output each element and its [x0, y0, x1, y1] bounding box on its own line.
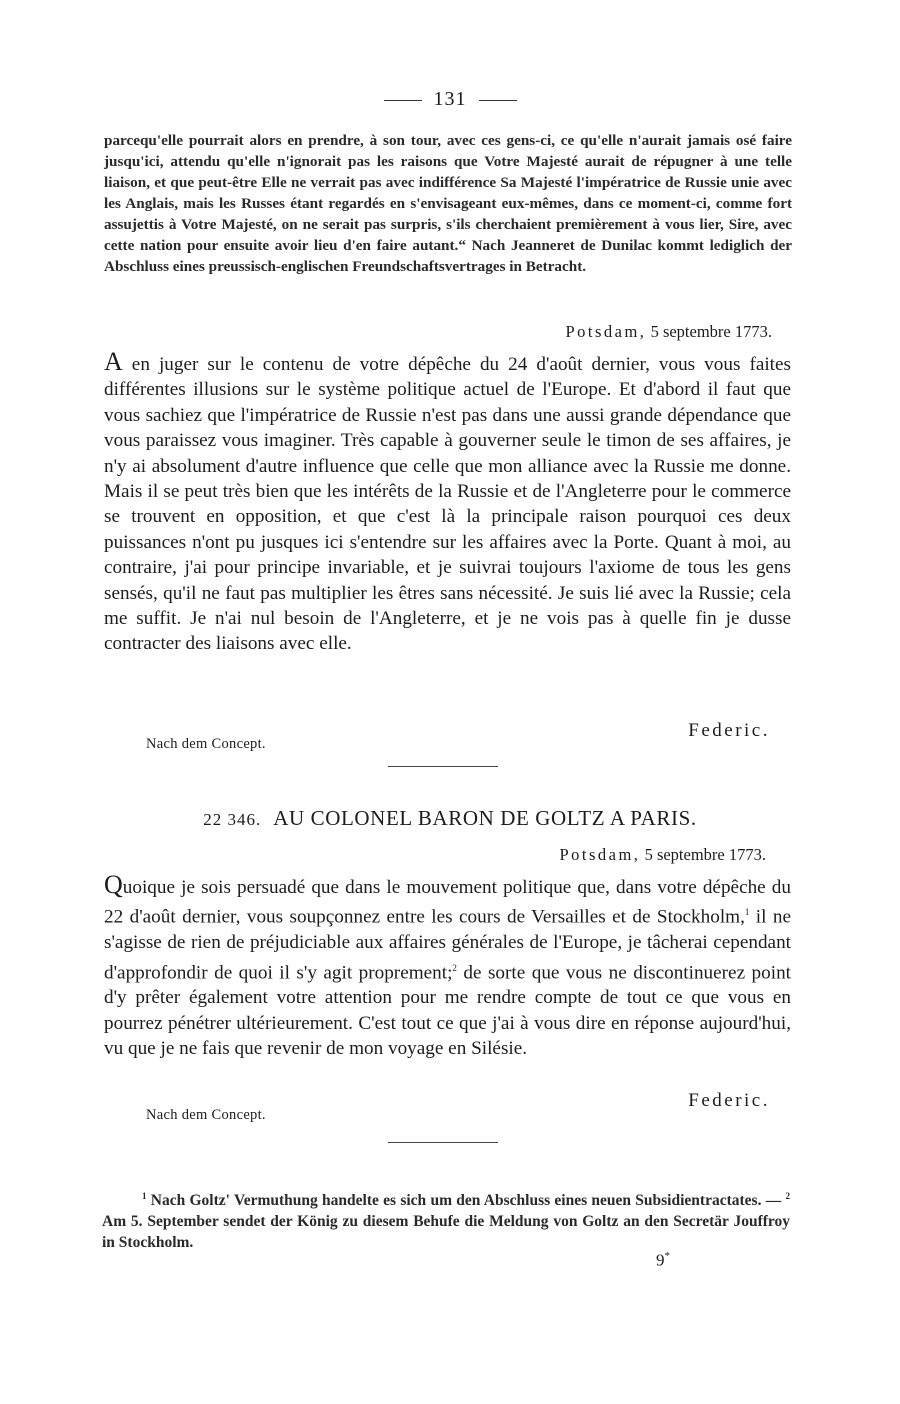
footnote-2-text: Am 5. September sendet der König zu diesem Behufe die Meldung von Goltz an den Secretär Jouffroy in Stockholm. [102, 1213, 790, 1252]
letter2-text-part2: il ne s'agisse de rien de préjudiciable aux affaires générales de l'Europe, je tâcherai cependant d'approfondir de quoi il s'y agit proprement; [104, 906, 791, 983]
letter1-dateline [565, 322, 772, 342]
continuation-note: parcequ'elle pourrait alors en prendre, à son tour, avec ces gens-ci, ce qu'elle n'aurait jamais osé faire jusqu'ici, attendu qu'elle n'ignorait pas les raisons que Votre Majesté aurait de répugner à une telle liaison, et que peut-être Elle ne verrait pas avec indifférence Sa Majesté l'impératrice de Russie unie avec les Anglais, mais les Russes étant regardés en s'envisageant eux-mêmes, dans ce moment-ci, comme fort assujettis à Votre Majesté, on ne serait pas surpris, s'ils cherchaient premièrement à vous lier, Sire, avec cette nation pour ensuite avoir lieu d'en faire autant.“ Nach Jeanneret de Dunilac kommt lediglich der Abschluss eines preussisch-englischen Freundschaftsvertrages in Betracht. [104, 132, 792, 275]
signature-mark-number: 9 [656, 1250, 665, 1270]
letter1-body [104, 349, 791, 657]
letter2-text-part3: de sorte que vous ne discontinuerez point d'y prêter également votre attention pour me rendre compte de tout ce que vous en pourrez pénétrer ultérieurement. C'est tout ce que j'ai à vous dire en réponse aujourd'hui, vu que je ne fais que revenir de mon voyage en Silésie. [104, 962, 792, 1060]
letter2-source-note: Nach dem Concept. [146, 1107, 266, 1123]
letter2-signature: Federic. [688, 1090, 770, 1111]
letter2-initial: Q [104, 870, 123, 899]
header-dash-right [479, 100, 517, 101]
footnote-ref-2: 2 [452, 962, 457, 973]
letter2-place: Potsdam, [559, 845, 641, 864]
letter1-signature: Federic. [688, 720, 770, 741]
letter2-title: AU COLONEL BARON DE GOLTZ A PARIS. [273, 806, 697, 830]
letter2-body [104, 872, 791, 1062]
page-header [0, 88, 900, 111]
letter1-initial: A [104, 347, 123, 376]
signature-mark-star: * [664, 1250, 670, 1262]
section-rule [388, 766, 498, 767]
page-number: 131 [433, 88, 467, 110]
letter2-text-part1: uoique je sois persuadé que dans le mouvement politique que, dans votre dépêche du 22 d'août dernier, vous soupçonnez entre les cours de Versailles et de Stockholm, [104, 877, 791, 928]
footnotes [102, 1186, 790, 1253]
letter2-heading [0, 806, 900, 831]
footnote-1-marker: 1 [142, 1191, 147, 1201]
section-rule-2 [388, 1142, 498, 1143]
footnote-ref-1: 1 [744, 907, 750, 918]
letter2-dateline [559, 845, 766, 865]
printer-signature-mark [656, 1250, 670, 1271]
letter1-source-note: Nach dem Concept. [146, 736, 266, 752]
letter2-number: 22 346. [203, 810, 262, 829]
letter2-date: 5 septembre 1773. [644, 845, 766, 864]
header-dash-left [384, 100, 422, 101]
letter1-text: en juger sur le contenu de votre dépêche du 24 d'août dernier, vous vous faites différentes illusions sur le système politique actuel de l'Europe. Et d'abord il faut que vous sachiez que l'impératrice de Russie n'est pas dans une aussi grande dépendance que vous paraissez vous imaginer. Très capable à gouverner seule le timon de ses affaires, je n'y ai absolument d'autre influence que celle que mon alliance avec la Russie me donne. Mais il se peut très bien que les intérêts de la Russie et de l'Angleterre pour le commerce se trouvent en opposition, et que c'est là la principale raison pourquoi ces deux puissances n'ont pu jusques ici s'entendre sur les affaires avec la Porte. Quant à moi, au contraire, j'ai pour principe invariable, et je suivrai toujours l'axiome de tous les gens sensés, qu'il ne faut pas multiplier les êtres sans nécessité. Je suis lié avec la Russie; cela me suffit. Je n'ai nul besoin de l'Angleterre, et je ne vois pas à quelle fin je dusse contracter des liaisons avec elle. [104, 354, 791, 655]
letter1-date: 5 septembre 1773. [650, 322, 772, 341]
letter1-place: Potsdam, [565, 322, 647, 341]
footnote-1-text: Nach Goltz' Vermuthung handelte es sich um den Abschluss eines neuen Subsidientractates. — [146, 1192, 786, 1210]
footnote-2-marker: 2 [785, 1191, 790, 1201]
